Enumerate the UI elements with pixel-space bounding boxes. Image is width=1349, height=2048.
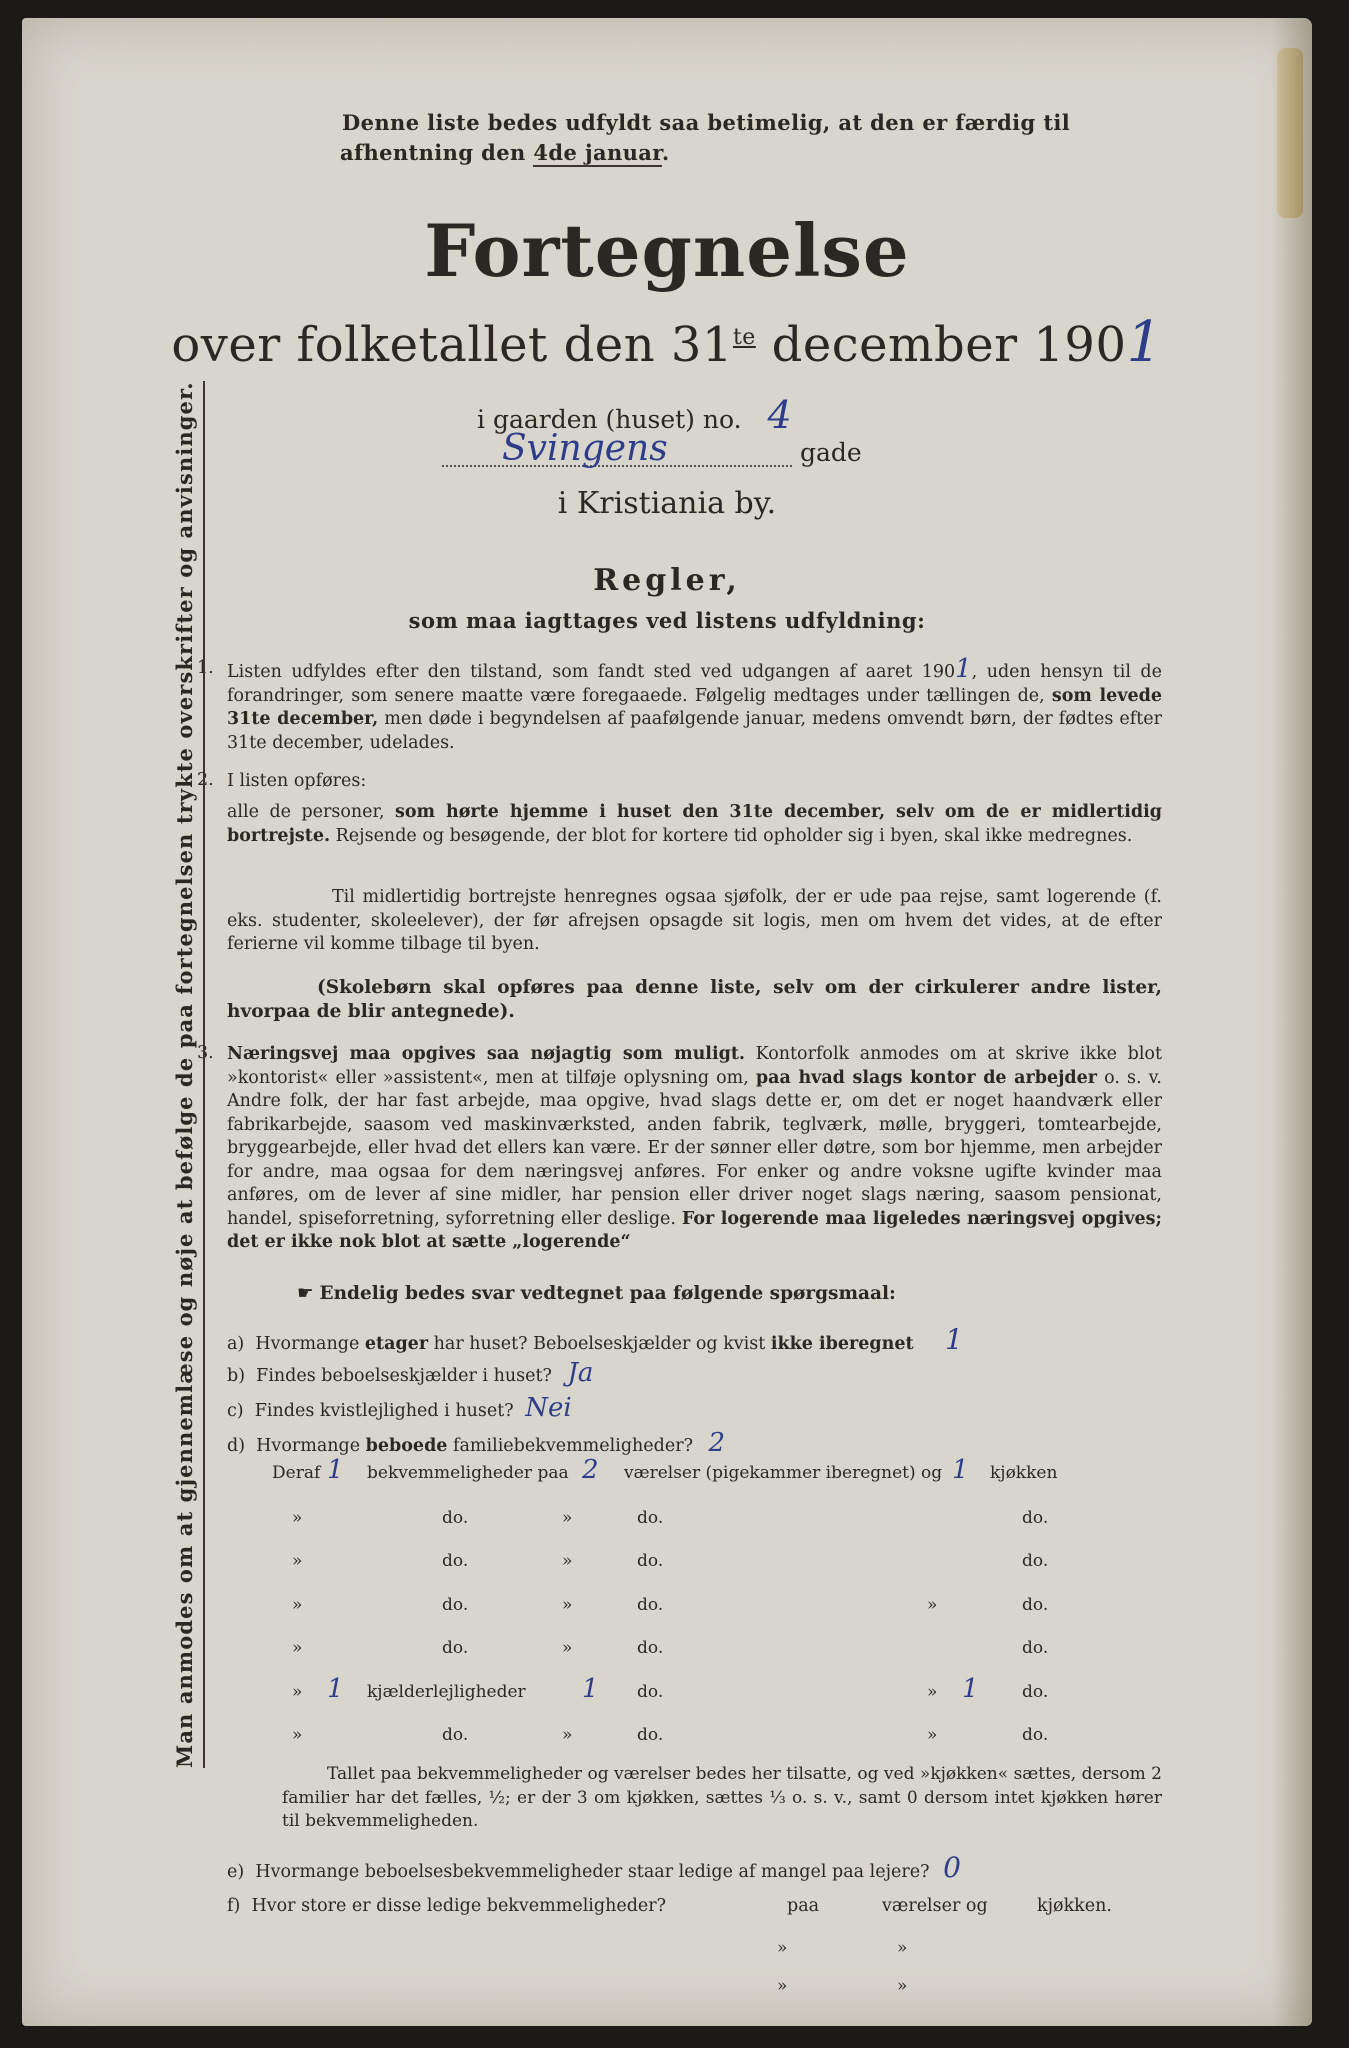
rule3-text <box>227 1043 1162 1255</box>
subtitle-text: over folketallet den 31 <box>171 317 733 373</box>
deraf-label: Deraf <box>272 1463 321 1483</box>
do-mark: do. <box>637 1551 664 1571</box>
question-d <box>227 1428 725 1458</box>
quote-mark: » <box>777 1976 788 1996</box>
quote-mark: » <box>562 1551 573 1571</box>
notice-line2-pre: afhentning den <box>340 140 534 165</box>
quote-mark: » <box>292 1682 303 1702</box>
street-dotted-line <box>442 428 792 469</box>
rule2-b: Rejsende og besøgende, der blot for kortere tid opholder sig i byen, skal ikke medregnes. <box>330 825 1133 846</box>
deraf-vaer-label: værelser (pigekammer iberegnet) og <box>624 1463 943 1483</box>
quote-mark: » <box>927 1682 938 1702</box>
question-d-post: familiebekvemmeligheder? <box>447 1436 693 1456</box>
pointing-hand-icon: ☛ <box>297 1283 320 1304</box>
do-mark: do. <box>442 1551 469 1571</box>
question-a-label: a) <box>227 1334 245 1354</box>
do-mark: do. <box>1022 1551 1049 1571</box>
question-d-pre: Hvormange <box>256 1436 366 1456</box>
quote-mark: » <box>897 1976 908 1996</box>
rule3-bold3: For logerende maa ligeledes næringsvej opgives; det er ikke nok blot at sætte „logerende“ <box>227 1208 1162 1252</box>
torn-edge <box>1277 48 1303 218</box>
rule2-intro: I listen opføres: <box>227 771 367 791</box>
question-a-bold1: etager <box>364 1334 429 1354</box>
rule1-b: , uden hensyn til de forandringer, som senere maatte være foregaaede. Følgelig medtages under tællingen de, <box>227 662 1162 706</box>
do-mark: do. <box>637 1725 664 1745</box>
question-f-vaer: værelser og <box>882 1896 988 1916</box>
do-mark: do. <box>637 1638 664 1658</box>
page-subtitle <box>22 310 1312 375</box>
question-f-kjokken: kjøkken. <box>1037 1896 1112 1916</box>
notice-line2-post: . <box>661 140 670 165</box>
answer-e-handwritten: 0 <box>943 1851 961 1884</box>
question-b-label: b) <box>227 1366 246 1386</box>
do-mark: do. <box>1022 1638 1049 1658</box>
question-f <box>227 1896 1112 1916</box>
rules-subheading: som maa iagttages ved listens udfyldning: <box>408 608 926 633</box>
rule1-c: men døde i begyndelsen af paafølgende januar, medens omvendt børn, der fødtes efter 31te december, udelades. <box>227 709 1163 753</box>
subtitle-post: december 190 <box>755 317 1127 373</box>
question-e-label: e) <box>227 1862 245 1882</box>
deraf-kjokken-label: kjøkken <box>990 1463 1058 1483</box>
do-mark: do. <box>1022 1508 1049 1528</box>
rule1-text <box>227 654 1163 755</box>
quote-mark: » <box>292 1595 303 1615</box>
do-mark: do. <box>637 1508 664 1528</box>
quote-mark: » <box>292 1638 303 1658</box>
do-mark: do. <box>637 1595 664 1615</box>
year-handwritten: 1 <box>1126 310 1163 375</box>
street-handwritten: Svingens <box>502 428 668 469</box>
census-form-page <box>22 18 1312 2026</box>
rule3-number: 3. <box>197 1043 214 1063</box>
house-number-handwritten: 4 <box>767 393 792 437</box>
do-mark: do. <box>442 1508 469 1528</box>
rule2-d: (Skolebørn skal opføres paa denne liste, selv om der cirkulerer andre lister, hvorpaa de blir antegnede). <box>227 977 1162 1022</box>
quote-mark: » <box>927 1725 938 1745</box>
notice <box>342 108 1070 168</box>
notice-line2 <box>340 138 1070 168</box>
answer-a-handwritten: 1 <box>945 1323 963 1356</box>
question-e-text: Hvormange beboelsesbekvemmeligheder staar ledige af mangel paa lejere? <box>255 1862 930 1882</box>
rule2-number: 2. <box>197 770 214 790</box>
quote-mark: » <box>927 1595 938 1615</box>
kjaelder-kitchen-handwritten: 1 <box>962 1674 979 1704</box>
answer-c-handwritten: Nei <box>525 1393 572 1423</box>
do-mark: do. <box>637 1682 664 1702</box>
rule1-bold: som levede 31te december, <box>227 685 1162 729</box>
question-f-label: f) <box>227 1896 241 1916</box>
do-mark: do. <box>1022 1725 1049 1745</box>
quote-mark: » <box>897 1938 908 1958</box>
rule3-bold2: paa hvad slags kontor de arbejder <box>755 1067 1098 1088</box>
rule2-bold: som hørte hjemme i huset den 31te december, selv om de er midlertidig bortrejste. <box>227 802 1162 846</box>
tallet-note: Tallet paa bekvemmeligheder og værelser bedes her tilsatte, og ved »kjøkken« sættes, dersom 2 familier har det fælles, ½; er der 3 om kjøkken, sættes ⅓ o. s. v., samt 0 dersom intet kjøkken hører til bekvemmeligheden. <box>282 1764 1162 1831</box>
quote-mark: » <box>292 1508 303 1528</box>
rule3-b: o. s. v. Andre folk, der har fast arbejde, maa opgive, hvad slags dette er, om det er noget haandværk eller fabrikarbejde, saasom ved maskinværksted, anden fabrik, teglværk, mølle, bryggeri, tomtearbejde, bryggearbejde, eller hvad det ellers kan være. Er der sønner eller døtre, som bor hjemme, men arbejder for andre, maa ogsaa for dem næringsvej anføres. For enker og andre voksne ugifte kvinder maa anføres, om de lever af sine midler, har pension eller driver noget slags næring, saasom pensionat, handel, spiseforretning, syforretning eller deslige. <box>227 1067 1162 1229</box>
question-b-text: Findes beboelseskjælder i huset? <box>256 1366 552 1386</box>
quote-mark: » <box>562 1595 573 1615</box>
question-c-text: Findes kvistlejlighed i huset? <box>254 1401 514 1421</box>
gade-label: gade <box>799 438 862 467</box>
rule2-c: Til midlertidig bortrejste henregnes ogsaa sjøfolk, der er ude paa rejse, samt logerende (f. eks. studenter, skoleelever), der før afrejsen opsagde sit logis, men om hvem det vides, at de efter ferierne vil komme tilbage til byen. <box>227 887 1162 954</box>
do-mark: do. <box>442 1595 469 1615</box>
rule3-bold1: Næringsvej maa opgives saa nøjagtig som muligt. <box>227 1044 746 1064</box>
question-a-pre: Hvormange <box>255 1334 365 1354</box>
questions-intro-text: Endelig bedes svar vedtegnet paa følgende spørgsmaal: <box>319 1283 896 1304</box>
quote-mark: » <box>562 1725 573 1745</box>
question-d-label: d) <box>227 1436 246 1456</box>
city-line: i Kristiania by. <box>557 486 777 521</box>
answer-b-handwritten: Ja <box>567 1358 594 1388</box>
question-d-bold: beboede <box>365 1436 448 1456</box>
quote-mark: » <box>292 1551 303 1571</box>
street-line <box>442 428 862 469</box>
do-mark: do. <box>1022 1595 1049 1615</box>
kjaelder-count-handwritten: 1 <box>327 1674 344 1704</box>
deraf-count-handwritten: 1 <box>327 1455 344 1485</box>
question-f-text: Hvor store er disse ledige bekvemmeligheder? <box>251 1896 667 1916</box>
rule3-a: Kontorfolk anmodes om at skrive ikke blot »kontorist« eller »assistent«, men at tilføje oplysning om, <box>227 1044 1162 1088</box>
side-instruction: Man anmodes om at gjennemlæse og nøje at befølge de paa fortegnelsen trykte overskrifter og anvisninger. <box>172 381 205 1768</box>
quote-mark: » <box>777 1938 788 1958</box>
deraf-bekv-label: bekvemmeligheder paa <box>367 1463 569 1483</box>
notice-date: 4de januar <box>533 140 662 165</box>
subtitle-sup: te <box>732 325 756 350</box>
quote-mark: » <box>562 1638 573 1658</box>
question-a <box>227 1323 963 1356</box>
rule1-a: Listen udfyldes efter den tilstand, som fandt sted ved udgangen af aaret 190 <box>227 662 956 682</box>
question-b <box>227 1358 593 1388</box>
question-a-mid: har huset? Beboelseskjælder og kvist <box>428 1334 771 1354</box>
quote-mark: » <box>562 1508 573 1528</box>
questions-intro <box>297 1283 896 1304</box>
kjaelder-rooms-handwritten: 1 <box>582 1674 599 1704</box>
deraf-rooms-handwritten: 2 <box>582 1455 599 1485</box>
notice-line1: Denne liste bedes udfyldt saa betimelig, at den er færdig til <box>342 110 1071 135</box>
deraf-kitchen-handwritten: 1 <box>952 1455 969 1485</box>
question-c-label: c) <box>227 1401 244 1421</box>
rule2-a: alle de personer, <box>227 802 395 822</box>
rule2-text <box>227 801 1162 848</box>
rule1-number: 1. <box>197 658 214 678</box>
question-a-bold2: ikke iberegnet <box>770 1334 914 1354</box>
answer-d-handwritten: 2 <box>708 1428 726 1458</box>
question-e <box>227 1851 961 1884</box>
do-mark: do. <box>1022 1682 1049 1702</box>
gaard-label: i gaarden (huset) no. <box>477 405 742 434</box>
page-title: Fortegnelse <box>424 208 910 293</box>
question-f-paa: paa <box>787 1896 820 1916</box>
do-mark: do. <box>442 1638 469 1658</box>
question-c <box>227 1393 572 1423</box>
rules-heading: Regler, <box>593 563 741 598</box>
rule1-year-handwritten: 1 <box>955 654 972 684</box>
kjaelder-label: kjælderlejligheder <box>367 1682 526 1702</box>
quote-mark: » <box>292 1725 303 1745</box>
do-mark: do. <box>442 1725 469 1745</box>
